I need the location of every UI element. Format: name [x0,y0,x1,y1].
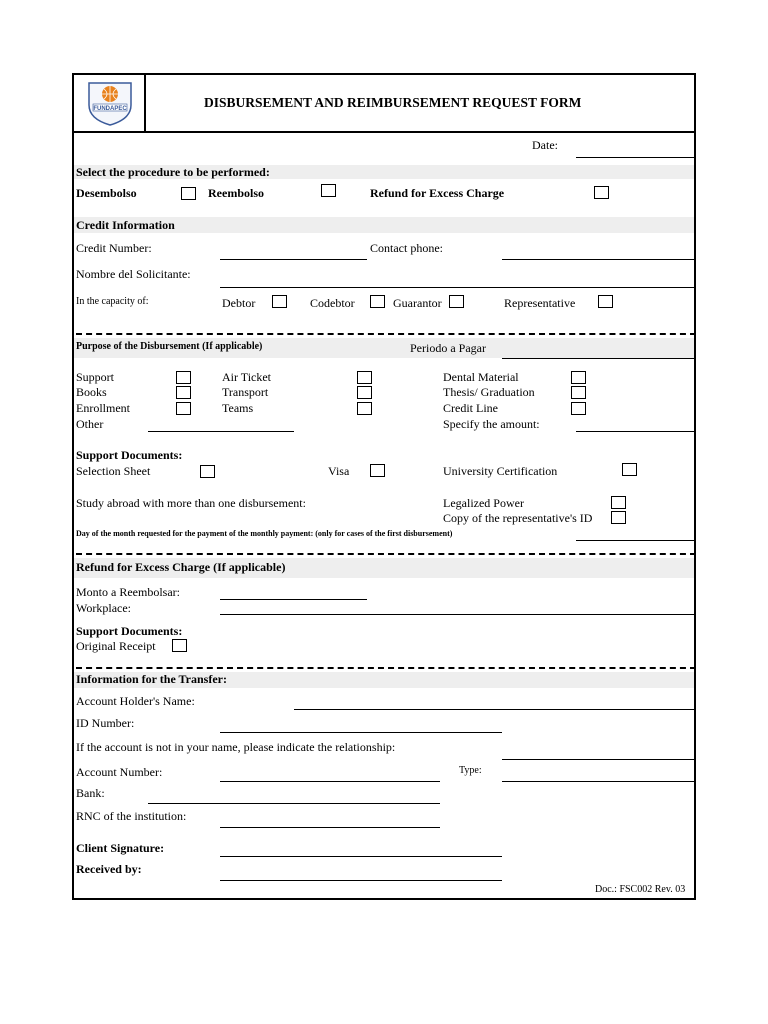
university-cert-label: University Certification [443,464,558,478]
dental-checkbox[interactable] [571,371,586,384]
relationship-label: If the account is not in your name, please indicate the relationship: [76,740,396,754]
rnc-field[interactable] [220,827,440,828]
support-docs-heading: Support Documents: [76,448,183,462]
credit-number-label: Credit Number: [76,241,152,255]
received-by-field[interactable] [220,880,502,881]
purpose-books-label: Books [76,385,107,399]
logo-text: FUNDAPEC [93,106,127,112]
received-by-label: Received by: [76,862,142,876]
id-number-field[interactable] [220,732,502,733]
signature-label: Client Signature: [76,841,165,855]
day-of-month-field[interactable] [576,540,694,541]
contact-phone-field[interactable] [502,259,694,260]
procedure-heading: Select the procedure to be performed: [76,165,270,179]
specify-amount-field[interactable] [576,431,694,432]
option-reembolso-label: Reembolso [208,186,264,200]
header-divider [74,131,694,133]
holder-label: Account Holder's Name: [76,694,195,708]
copy-rep-id-checkbox[interactable] [611,511,626,524]
purpose-credit-line-label: Credit Line [443,401,498,415]
purpose-support-label: Support [76,370,115,384]
original-receipt-label: Original Receipt [76,639,156,653]
copy-rep-id-label: Copy of the representative's ID [443,511,593,525]
purpose-teams-label: Teams [222,401,254,415]
option-refund-label: Refund for Excess Charge [370,186,505,200]
logo-cell [74,75,146,131]
visa-label: Visa [328,464,350,478]
credit-number-field[interactable] [220,259,367,260]
original-receipt-checkbox[interactable] [172,639,187,652]
refund-heading: Refund for Excess Charge (If applicable) [76,560,286,574]
workplace-field[interactable] [220,614,694,615]
purpose-transport-label: Transport [222,385,269,399]
legalized-power-label: Legalized Power [443,496,524,510]
section-divider [76,667,696,669]
enrollment-checkbox[interactable] [176,402,191,415]
legalized-power-checkbox[interactable] [611,496,626,509]
other-field[interactable] [148,431,294,432]
signature-field[interactable] [220,856,502,857]
desembolso-checkbox[interactable] [181,187,196,200]
period-field[interactable] [502,358,694,359]
reembolso-checkbox[interactable] [321,184,336,197]
selection-sheet-label: Selection Sheet [76,464,151,478]
workplace-label: Workplace: [76,601,132,615]
doc-code: Doc.: FSC002 Rev. 03 [595,884,686,895]
bank-label: Bank: [76,786,105,800]
refund-amount-field[interactable] [220,599,367,600]
debtor-checkbox[interactable] [272,295,287,308]
purpose-air-ticket-label: Air Ticket [222,370,272,384]
specify-amount-label: Specify the amount: [443,417,540,431]
purpose-heading: Purpose of the Disbursement (If applicable) [76,341,263,352]
capacity-label: In the capacity of: [76,296,149,307]
type-label: Type: [459,765,482,776]
capacity-representative-label: Representative [504,296,576,310]
option-desembolso-label: Desembolso [76,186,137,200]
applicant-label: Nombre del Solicitante: [76,267,191,281]
selection-sheet-checkbox[interactable] [200,465,215,478]
purpose-enrollment-label: Enrollment [76,401,130,415]
date-label: Date: [532,138,558,152]
relationship-field[interactable] [502,759,694,760]
refund-excess-checkbox[interactable] [594,186,609,199]
section-divider [76,553,696,555]
capacity-debtor-label: Debtor [222,296,256,310]
refund-amount-label: Monto a Reembolsar: [76,585,180,599]
purpose-thesis-label: Thesis/ Graduation [443,385,535,399]
air-ticket-checkbox[interactable] [357,371,372,384]
support-checkbox[interactable] [176,371,191,384]
books-checkbox[interactable] [176,386,191,399]
request-form [72,73,696,900]
purpose-dental-label: Dental Material [443,370,519,384]
university-cert-checkbox[interactable] [622,463,637,476]
refund-docs-heading: Support Documents: [76,624,183,638]
period-label: Periodo a Pagar [410,341,486,355]
thesis-checkbox[interactable] [571,386,586,399]
transport-checkbox[interactable] [357,386,372,399]
fundapec-logo [85,79,135,127]
date-field[interactable] [576,157,694,158]
account-number-label: Account Number: [76,765,163,779]
transfer-heading: Information for the Transfer: [76,672,227,686]
form-title: DISBURSEMENT AND REIMBURSEMENT REQUEST FORM [204,95,582,110]
contact-phone-label: Contact phone: [370,241,443,255]
rnc-label: RNC of the institution: [76,809,187,823]
id-number-label: ID Number: [76,716,135,730]
account-number-field[interactable] [220,781,440,782]
study-abroad-label: Study abroad with more than one disbursement: [76,496,306,510]
purpose-other-label: Other [76,417,104,431]
bank-field[interactable] [148,803,440,804]
credit-heading: Credit Information [76,218,175,232]
section-divider [76,333,696,335]
account-type-field[interactable] [502,781,694,782]
applicant-field[interactable] [220,287,694,288]
holder-field[interactable] [294,709,694,710]
day-of-month-label: Day of the month requested for the payment of the monthly payment: (only for cases of the first disbursement) [76,529,453,538]
credit-line-checkbox[interactable] [571,402,586,415]
capacity-codebtor-label: Codebtor [310,296,355,310]
capacity-guarantor-label: Guarantor [393,296,442,310]
guarantor-checkbox[interactable] [449,295,464,308]
teams-checkbox[interactable] [357,402,372,415]
representative-checkbox[interactable] [598,295,613,308]
visa-checkbox[interactable] [370,464,385,477]
codebtor-checkbox[interactable] [370,295,385,308]
